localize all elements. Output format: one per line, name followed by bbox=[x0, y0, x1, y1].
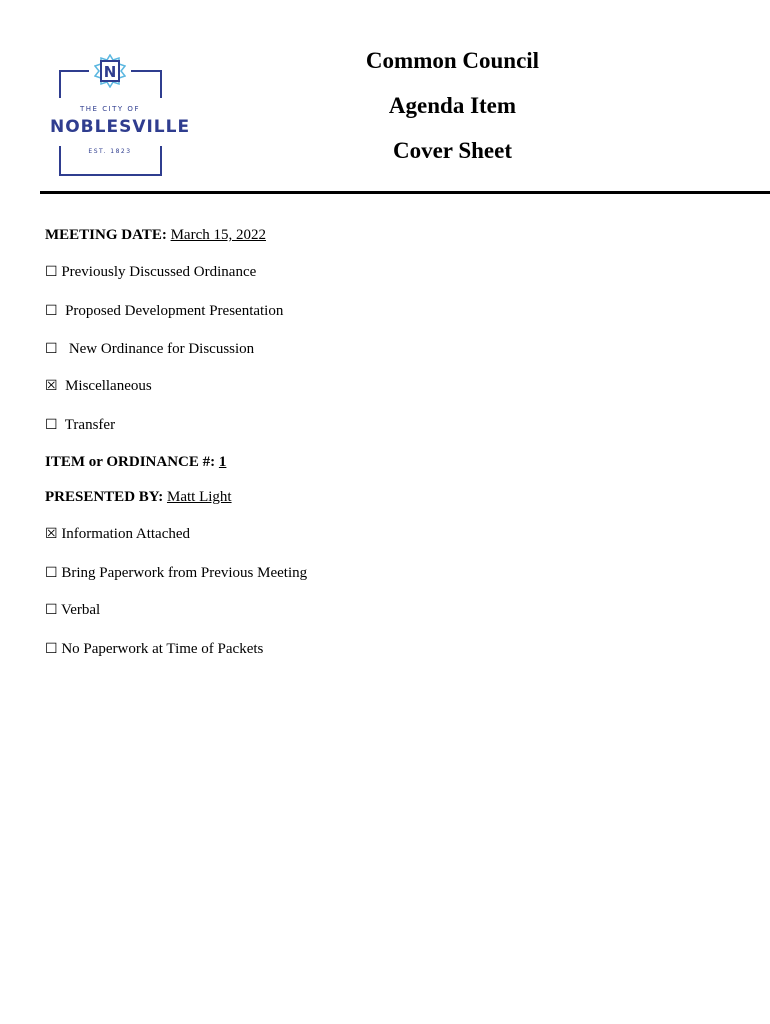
item-type-label: Transfer bbox=[64, 417, 116, 433]
paperwork-label: No Paperwork at Time of Packets bbox=[61, 641, 264, 657]
logo-frame bbox=[131, 70, 162, 72]
item-type-label: Miscellaneous bbox=[65, 378, 152, 394]
item-type-row bbox=[45, 303, 283, 320]
presenter-row bbox=[45, 489, 232, 506]
logo-frame bbox=[160, 70, 162, 98]
logo-frame bbox=[59, 70, 61, 98]
logo-star-mark bbox=[94, 54, 126, 88]
page-title-line-3: Cover Sheet bbox=[392, 138, 513, 163]
item-type-row bbox=[45, 264, 256, 281]
presenter-label: PRESENTED BY: bbox=[45, 489, 164, 505]
item-type-label: New Ordinance for Discussion bbox=[68, 341, 255, 357]
logo-est-line: EST. 1823 bbox=[88, 148, 132, 155]
item-type-row bbox=[45, 417, 115, 434]
checkbox-icon[interactable]: ☐ bbox=[45, 602, 58, 618]
paperwork-label: Information Attached bbox=[61, 526, 191, 542]
item-type-label: Previously Discussed Ordinance bbox=[61, 264, 257, 280]
presenter-value: Matt Light bbox=[166, 489, 232, 505]
item-number-row bbox=[45, 454, 226, 471]
logo-letter: N bbox=[103, 63, 117, 81]
logo-city-name: NOBLESVILLE bbox=[50, 117, 191, 137]
paperwork-label: Verbal bbox=[61, 602, 101, 618]
checkbox-icon[interactable]: ☐ bbox=[45, 264, 58, 280]
paperwork-row bbox=[45, 641, 263, 658]
checkbox-icon[interactable]: ☐ bbox=[45, 565, 58, 581]
logo-frame bbox=[59, 174, 162, 176]
meeting-date-row bbox=[45, 227, 266, 244]
item-number-label: ITEM or ORDINANCE #: bbox=[45, 454, 216, 470]
meeting-date-label: MEETING DATE: bbox=[45, 227, 167, 243]
page-title-line-1: Common Council bbox=[365, 48, 540, 73]
paperwork-row bbox=[45, 602, 100, 619]
item-type-row bbox=[45, 341, 254, 358]
paperwork-row bbox=[45, 565, 307, 582]
checkbox-icon[interactable]: ☐ bbox=[45, 417, 58, 433]
city-logo bbox=[50, 52, 191, 180]
item-type-label: Proposed Development Presentation bbox=[65, 303, 284, 319]
checkbox-icon[interactable]: ☐ bbox=[45, 303, 58, 319]
paperwork-label: Bring Paperwork from Previous Meeting bbox=[61, 565, 308, 581]
meeting-date-value: March 15, 2022 bbox=[170, 227, 266, 243]
paperwork-row bbox=[45, 526, 190, 543]
logo-frame bbox=[59, 70, 89, 72]
item-type-row bbox=[45, 378, 152, 395]
checkbox-icon[interactable]: ☐ bbox=[45, 341, 58, 357]
checkbox-icon[interactable]: ☐ bbox=[45, 641, 58, 657]
header-divider bbox=[40, 191, 770, 194]
page-title-line-2: Agenda Item bbox=[388, 93, 517, 118]
checked-checkbox-icon[interactable]: ☒ bbox=[45, 378, 58, 394]
item-number-value: 1 bbox=[218, 454, 227, 470]
checked-checkbox-icon[interactable]: ☒ bbox=[45, 526, 58, 542]
logo-city-line: THE CITY OF bbox=[80, 105, 140, 113]
